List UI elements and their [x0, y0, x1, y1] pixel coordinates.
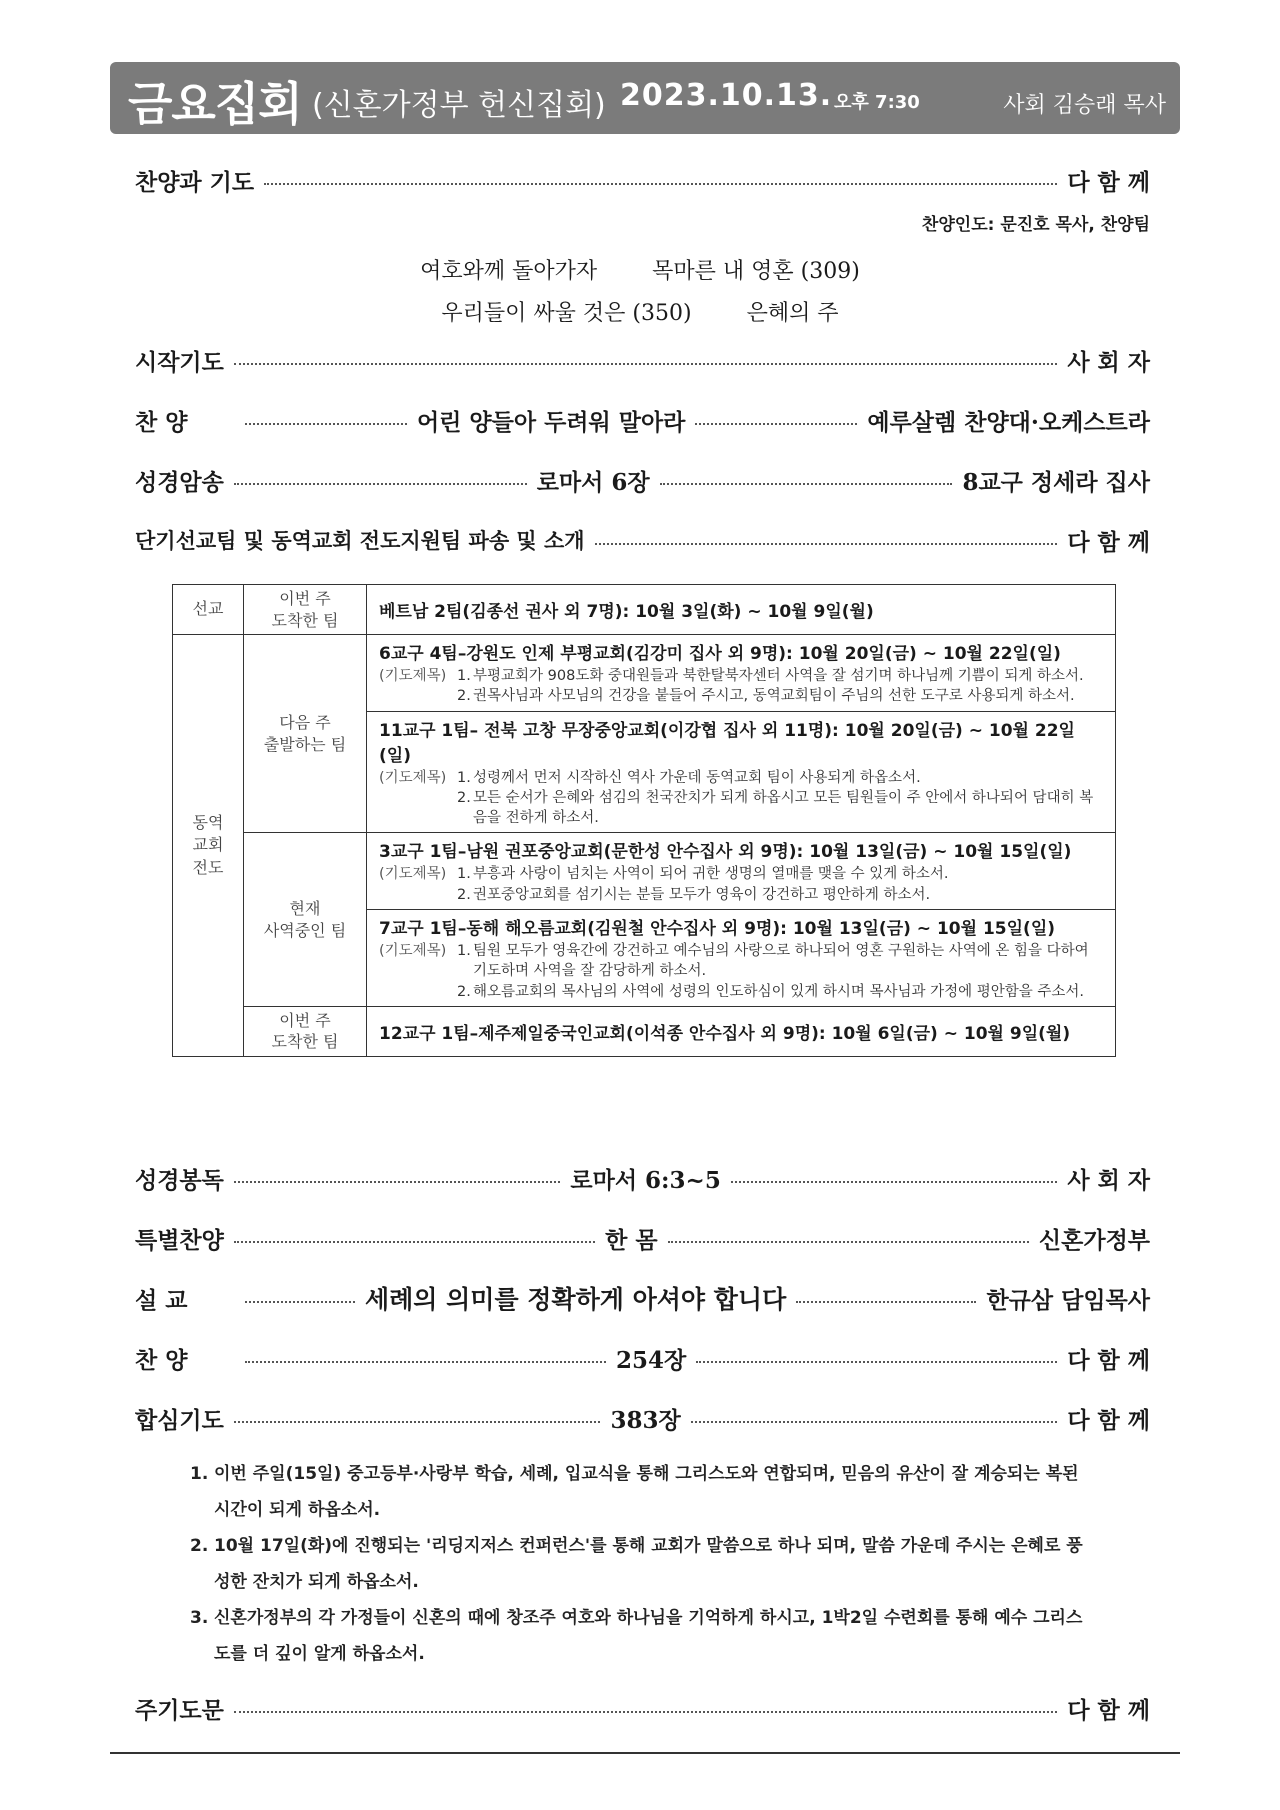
order-sermon	[135, 1280, 1150, 1316]
prayer-point: (기도제목) 1. 부평교회가 908도화 중대원들과 북한탈북자센터 사역을 잘 섬기며 하나님께 기쁨이 되게 하소서.	[379, 668, 1084, 684]
dot-leader	[234, 1421, 601, 1423]
dot-leader	[796, 1301, 976, 1303]
dot-leader	[245, 1361, 606, 1363]
hymn-item: 목마른 내 영혼 (309)	[652, 259, 860, 284]
dot-leader	[234, 483, 527, 485]
order-label: 성경봉독	[135, 1166, 224, 1194]
order-right: 8교구 정세라 집사	[962, 468, 1150, 496]
praise-leader-note: 찬양인도: 문진호 목사, 찬양팀	[921, 215, 1150, 235]
dot-leader	[696, 1361, 1057, 1363]
order-special-song	[135, 1220, 1150, 1256]
dot-leader	[234, 363, 1057, 365]
hymn-list-line-1	[0, 254, 1280, 285]
order-label: 단기선교팀 및 동역교회 전도지원팀 파송 및 소개	[135, 528, 585, 553]
team-cell	[367, 1006, 1116, 1056]
team-title: 7교구 1팀–동해 해오름교회(김원철 안수집사 외 9명): 10월 13일(금) ~ 10월 15일(일)	[379, 919, 1056, 940]
order-label: 시작기도	[135, 348, 224, 376]
category-missions: 선교	[173, 585, 244, 635]
prayer-point: 2. 모든 순서가 은혜와 섬김의 천국잔치가 되게 하옵시고 모든 팀원들이 주 안에서 하나되어 담대히 복음을 전하게 하소서.	[457, 789, 1094, 827]
prayer-point: 2. 해오름교회의 목사님의 사역에 성령의 인도하심이 있게 하시며 목사님과 가정에 평안함을 주소서.	[457, 983, 1084, 1000]
team-cell	[367, 910, 1116, 1007]
dot-leader	[234, 1241, 595, 1243]
prayer-point: (기도제목) 1. 부흥과 사랑이 넘치는 사역이 되어 귀한 생명의 열매를 맺을 수 있게 하소서.	[379, 866, 949, 883]
status-departing: 다음 주 출발하는 팀	[244, 635, 367, 833]
service-leader: 사회 김승래 목사	[1003, 93, 1166, 118]
order-middle: 로마서 6:3~5	[570, 1166, 721, 1194]
order-label: 특별찬양	[135, 1226, 224, 1254]
category-partner: 동역 교회 전도	[173, 635, 244, 1057]
dot-leader	[245, 1301, 355, 1303]
order-middle: 어린 양들아 두려워 말아라	[416, 408, 686, 436]
page-title: 금요집회	[128, 77, 302, 131]
prayer-list	[190, 1456, 1090, 1672]
order-middle: 한 몸	[605, 1226, 658, 1254]
order-label: 합심기도	[135, 1406, 224, 1434]
table-row	[173, 833, 1116, 910]
order-label: 찬양과 기도	[135, 168, 255, 196]
order-unison-prayer	[135, 1400, 1150, 1436]
dot-leader	[264, 183, 1057, 185]
dot-leader	[668, 1241, 1029, 1243]
hymn-list-line-2	[0, 296, 1280, 327]
sermon-title: 세례의 의미를 정확하게 아셔야 합니다	[365, 1285, 787, 1314]
order-right: 다 함 께	[1067, 1696, 1150, 1724]
order-label: 설 교	[135, 1286, 188, 1314]
dot-leader	[234, 1181, 561, 1183]
prayer-point: (기도제목) 1. 성령께서 먼저 시작하신 역사 가운데 동역교회 팀이 사용되게 하옵소서.	[379, 769, 921, 786]
order-anthem	[135, 402, 1150, 438]
team-cell	[367, 635, 1116, 712]
list-item: 1. 이번 주일(15일) 중고등부·사랑부 학습, 세례, 입교식을 통해 그리스도와 연합되며, 믿음의 유산이 잘 계승되는 복된 시간이 되게 하옵소서.	[190, 1464, 1079, 1520]
list-item: 2. 10월 17일(화)에 진행되는 '리딩지저스 컨퍼런스'를 통해 교회가 말씀으로 하나 되며, 말씀 가운데 주시는 은혜로 풍성한 잔치가 되게 하옵소서.	[190, 1536, 1083, 1592]
hymn-item: 은혜의 주	[746, 301, 839, 326]
team-title: 6교구 4팀–강원도 인제 부평교회(김강미 집사 외 9명): 10월 20일(금) ~ 10월 22일(일)	[379, 644, 1061, 664]
status-arrived: 이번 주 도착한 팀	[244, 585, 367, 635]
prayer-point: 2. 권포중앙교회를 섬기시는 분들 모두가 영육이 강건하고 평안하게 하소서.	[457, 886, 931, 903]
order-right: 사 회 자	[1067, 1166, 1151, 1194]
order-label: 찬 양	[135, 408, 188, 436]
order-right: 다 함 께	[1067, 1406, 1150, 1434]
order-label: 찬 양	[135, 1346, 188, 1374]
order-label: 주기도문	[135, 1696, 224, 1724]
dot-leader	[245, 423, 407, 425]
order-right: 다 함 께	[1067, 1346, 1150, 1374]
service-date: 2023.10.13.	[620, 78, 833, 113]
table-row	[173, 585, 1116, 635]
list-item: 3. 신혼가정부의 각 가정들이 신혼의 때에 창조주 여호와 하나님을 기억하게 하시고, 1박2일 수련회를 통해 예수 그리스도를 더 깊이 알게 하옵소서.	[190, 1608, 1083, 1664]
mission-team-table	[172, 584, 1116, 1057]
table-row	[173, 1006, 1116, 1056]
page-subtitle: (신혼가정부 헌신집회)	[312, 88, 606, 123]
team-cell	[367, 833, 1116, 910]
order-middle: 383장	[610, 1406, 681, 1434]
order-reading	[135, 1160, 1150, 1196]
status-active: 현재 사역중인 팀	[244, 833, 367, 1006]
team-title: 11교구 1팀– 전북 고창 무장중앙교회(이강협 집사 외 11명): 10월 20일(금) ~ 10월 22일(일)	[379, 720, 1075, 766]
order-opening-prayer	[135, 342, 1150, 378]
order-right: 한규삼 담임목사	[986, 1286, 1150, 1314]
prayer-point: (기도제목) 1. 팀원 모두가 영육간에 강건하고 예수님의 사랑으로 하나되어 영혼 구원하는 사역에 온 힘을 다하여 기도하며 사역을 잘 감당하게 하소서.	[379, 943, 1089, 980]
order-hymn	[135, 1340, 1150, 1376]
footer-divider	[110, 1752, 1180, 1754]
dot-leader	[595, 543, 1058, 545]
order-commission	[135, 522, 1150, 558]
team-title: 3교구 1팀–남원 권포중앙교회(문한성 안수집사 외 9명): 10월 13일(금) ~ 10월 15일(일)	[379, 842, 1072, 863]
dot-leader	[234, 1711, 1057, 1713]
team-title: 12교구 1팀–제주제일중국인교회(이석종 안수집사 외 9명): 10월 6일(금) ~ 10월 9일(월)	[379, 1023, 1071, 1044]
order-praise-prayer	[135, 162, 1150, 198]
order-middle: 로마서 6장	[536, 468, 650, 496]
order-lords-prayer	[135, 1690, 1150, 1726]
team-cell	[367, 585, 1116, 635]
order-right: 예루살렘 찬양대·오케스트라	[867, 408, 1150, 436]
dot-leader	[660, 483, 953, 485]
service-time: 오후 7:30	[834, 92, 920, 113]
order-recitation	[135, 462, 1150, 498]
table-row	[173, 635, 1116, 712]
order-right: 다 함 께	[1067, 528, 1150, 556]
prayer-point: 2. 권목사님과 사모님의 건강을 붙들어 주시고, 동역교회팀이 주님의 선한 도구로 사용되게 하소서.	[457, 688, 1075, 705]
team-title: 베트남 2팀(김종선 권사 외 7명): 10월 3일(화) ~ 10월 9일(월)	[379, 602, 874, 622]
dot-leader	[695, 423, 857, 425]
order-right: 사 회 자	[1067, 348, 1150, 376]
order-right: 다 함 께	[1067, 168, 1150, 196]
order-label: 성경암송	[135, 468, 224, 496]
status-arrived: 이번 주 도착한 팀	[244, 1006, 367, 1056]
team-cell	[367, 711, 1116, 833]
hymn-item: 여호와께 돌아가자	[420, 259, 598, 284]
dot-leader	[731, 1181, 1058, 1183]
dot-leader	[691, 1421, 1058, 1423]
order-middle: 254장	[616, 1346, 687, 1374]
header-bar	[110, 62, 1180, 134]
order-right: 신혼가정부	[1038, 1226, 1151, 1254]
hymn-item: 우리들이 싸울 것은 (350)	[441, 301, 692, 326]
